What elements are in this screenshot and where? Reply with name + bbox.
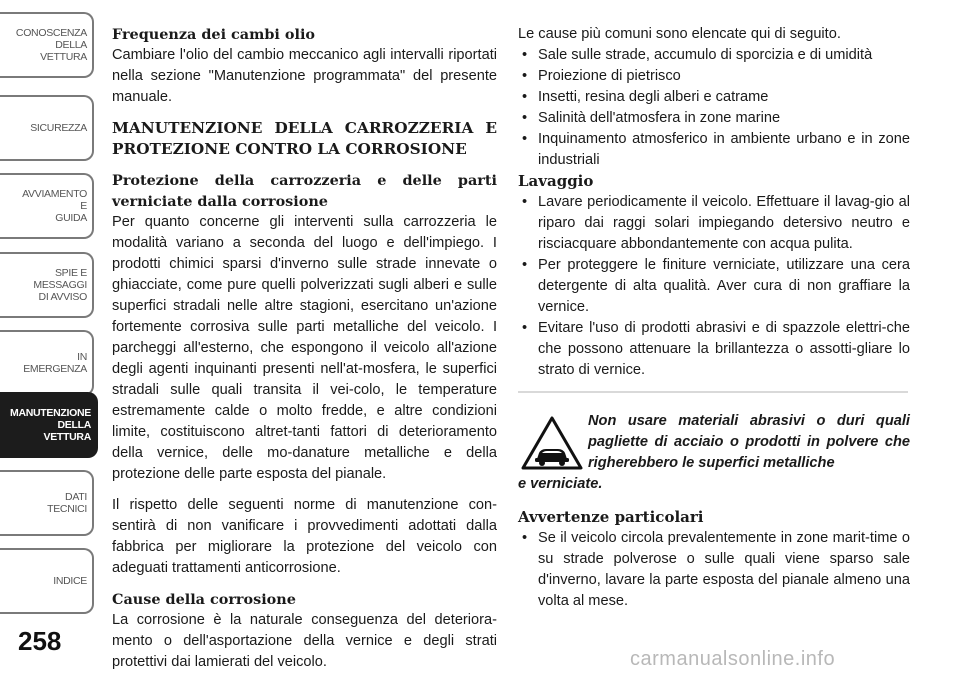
tab-label: AVVIAMENTO E GUIDA: [22, 188, 87, 224]
causes-intro: Le cause più comuni sono elencate qui di seguito.: [518, 26, 841, 42]
tab-label: DATI TECNICI: [47, 491, 87, 515]
list-item: • Inquinamento atmosferico in ambiente urbano e in zone industriali: [518, 129, 910, 171]
washing-list: [518, 192, 910, 381]
left-column: [112, 24, 497, 673]
tab-spie-e-messaggi[interactable]: [0, 252, 94, 318]
heading-body-protection: Protezione della carrozzeria e delle parti verniciate dalla corrosione: [112, 172, 497, 210]
list-item: • Evitare l'uso di prodotti abrasivi e di spazzole elettri-che che possono attenuare la brillantezza o assotti-gliare lo strato di vernice.: [518, 318, 910, 381]
causes-list: [518, 45, 910, 171]
watermark: carmanualsonline.info: [630, 648, 836, 670]
list-item: • Per proteggere le finiture verniciate, utilizzare una cera detergente di alta qualità. Aver cura di non graffiare la vernice.: [518, 255, 910, 318]
warning-car-icon: [520, 415, 584, 471]
tab-dati-tecnici[interactable]: [0, 470, 94, 536]
section-title-bodywork: MANUTENZIONE DELLA CARROZZERIA E PROTEZIONE CONTRO LA CORROSIONE: [112, 119, 497, 158]
tab-indice[interactable]: [0, 548, 94, 614]
special-warnings-list: [518, 528, 910, 612]
list-item: • Sale sulle strade, accumulo di sporcizia e di umidità: [518, 45, 910, 66]
tab-label: SPIE E MESSAGGI DI AVVISO: [33, 267, 87, 303]
paragraph-maintenance-rules: Il rispetto delle seguenti norme di manutenzione con-sentirà di non vanificare i provvedimenti adottati dalla fabbrica per migliorare la protezione del veicolo con adeguati trattamenti anticorrosione.: [112, 497, 497, 576]
list-item: • Lavare periodicamente il veicolo. Effettuare il lavag-gio al riparo dai raggi solari impiegando detersivo neutro e risciacquare abbondantemente con acqua pulita.: [518, 192, 910, 255]
tab-conoscenza-della-vettura[interactable]: [0, 12, 94, 78]
tab-label: IN EMERGENZA: [23, 351, 87, 375]
warning-text-tail: e verniciate.: [518, 476, 603, 492]
heading-oil-change: Frequenza dei cambi olio: [112, 26, 316, 43]
warning-text: Non usare materiali abrasivi o duri quali pagliette di acciaio o prodotti in polvere che righerebbero le superfici metalliche: [588, 413, 910, 471]
chapter-tabs: [0, 0, 98, 630]
warning-divider: [518, 391, 908, 393]
right-column: [518, 24, 910, 612]
paragraph-corrosion: La corrosione è la naturale conseguenza del deteriora-mento o dell'asportazione della vernice e degli strati protettivi dai lamierati del veicolo.: [112, 612, 497, 670]
tab-label: MANUTENZIONE DELLA VETTURA: [10, 407, 91, 443]
tab-label: CONOSCENZA DELLA VETTURA: [15, 27, 87, 63]
list-item: • Insetti, resina degli alberi e catrame: [518, 87, 910, 108]
tab-in-emergenza[interactable]: [0, 330, 94, 396]
warning-box: [518, 411, 910, 495]
tab-manutenzione-della-vettura[interactable]: [0, 392, 98, 458]
paragraph-oil-change: Cambiare l'olio del cambio meccanico agli intervalli riportati nella sezione "Manutenzione programmata" del presente manuale.: [112, 47, 497, 105]
list-item: • Proiezione di pietrisco: [518, 66, 910, 87]
tab-label: SICUREZZA: [30, 122, 87, 134]
tab-avviamento-e-guida[interactable]: [0, 173, 94, 239]
heading-corrosion-causes: Cause della corrosione: [112, 591, 296, 608]
list-item: • Se il veicolo circola prevalentemente in zone marit-time o su strade polverose o sulle quali viene sparso sale d'inverno, lavare la parte esposta del pianale almeno una volta al mese.: [518, 528, 910, 612]
paragraph-body-protection: Per quanto concerne gli interventi sulla carrozzeria le modalità variano a seconda del luogo e dell'impiego. I prodotti chimici sparsi d'inverno sulle strade innevate o ghiacciate, come pure quelli polverizzati sugli alberi e sulle superfici stradali nelle altre stagioni, esercitano un'azione fortemente corrosiva sulle parti metalliche del veicolo. I parcheggi all'esterno, che espongono il veicolo all'azione degli agenti inquinanti presenti nell'at-mosfera, le superfici stradali sulle quali transita il vei-colo, le temperature estremamente calde o molto fredde, e altre condizioni limite, costituiscono altret-tanti fattori di deterioramento della vernice, delle mo-danature metalliche e della protezione delle parte esposta del pianale.: [112, 214, 497, 482]
heading-avvertenze: Avvertenze particolari: [518, 508, 704, 526]
tab-sicurezza[interactable]: [0, 95, 94, 161]
heading-lavaggio: Lavaggio: [518, 172, 594, 190]
list-item: • Salinità dell'atmosfera in zone marine: [518, 108, 910, 129]
page-number: 258: [18, 626, 62, 656]
tab-label: INDICE: [53, 575, 87, 587]
